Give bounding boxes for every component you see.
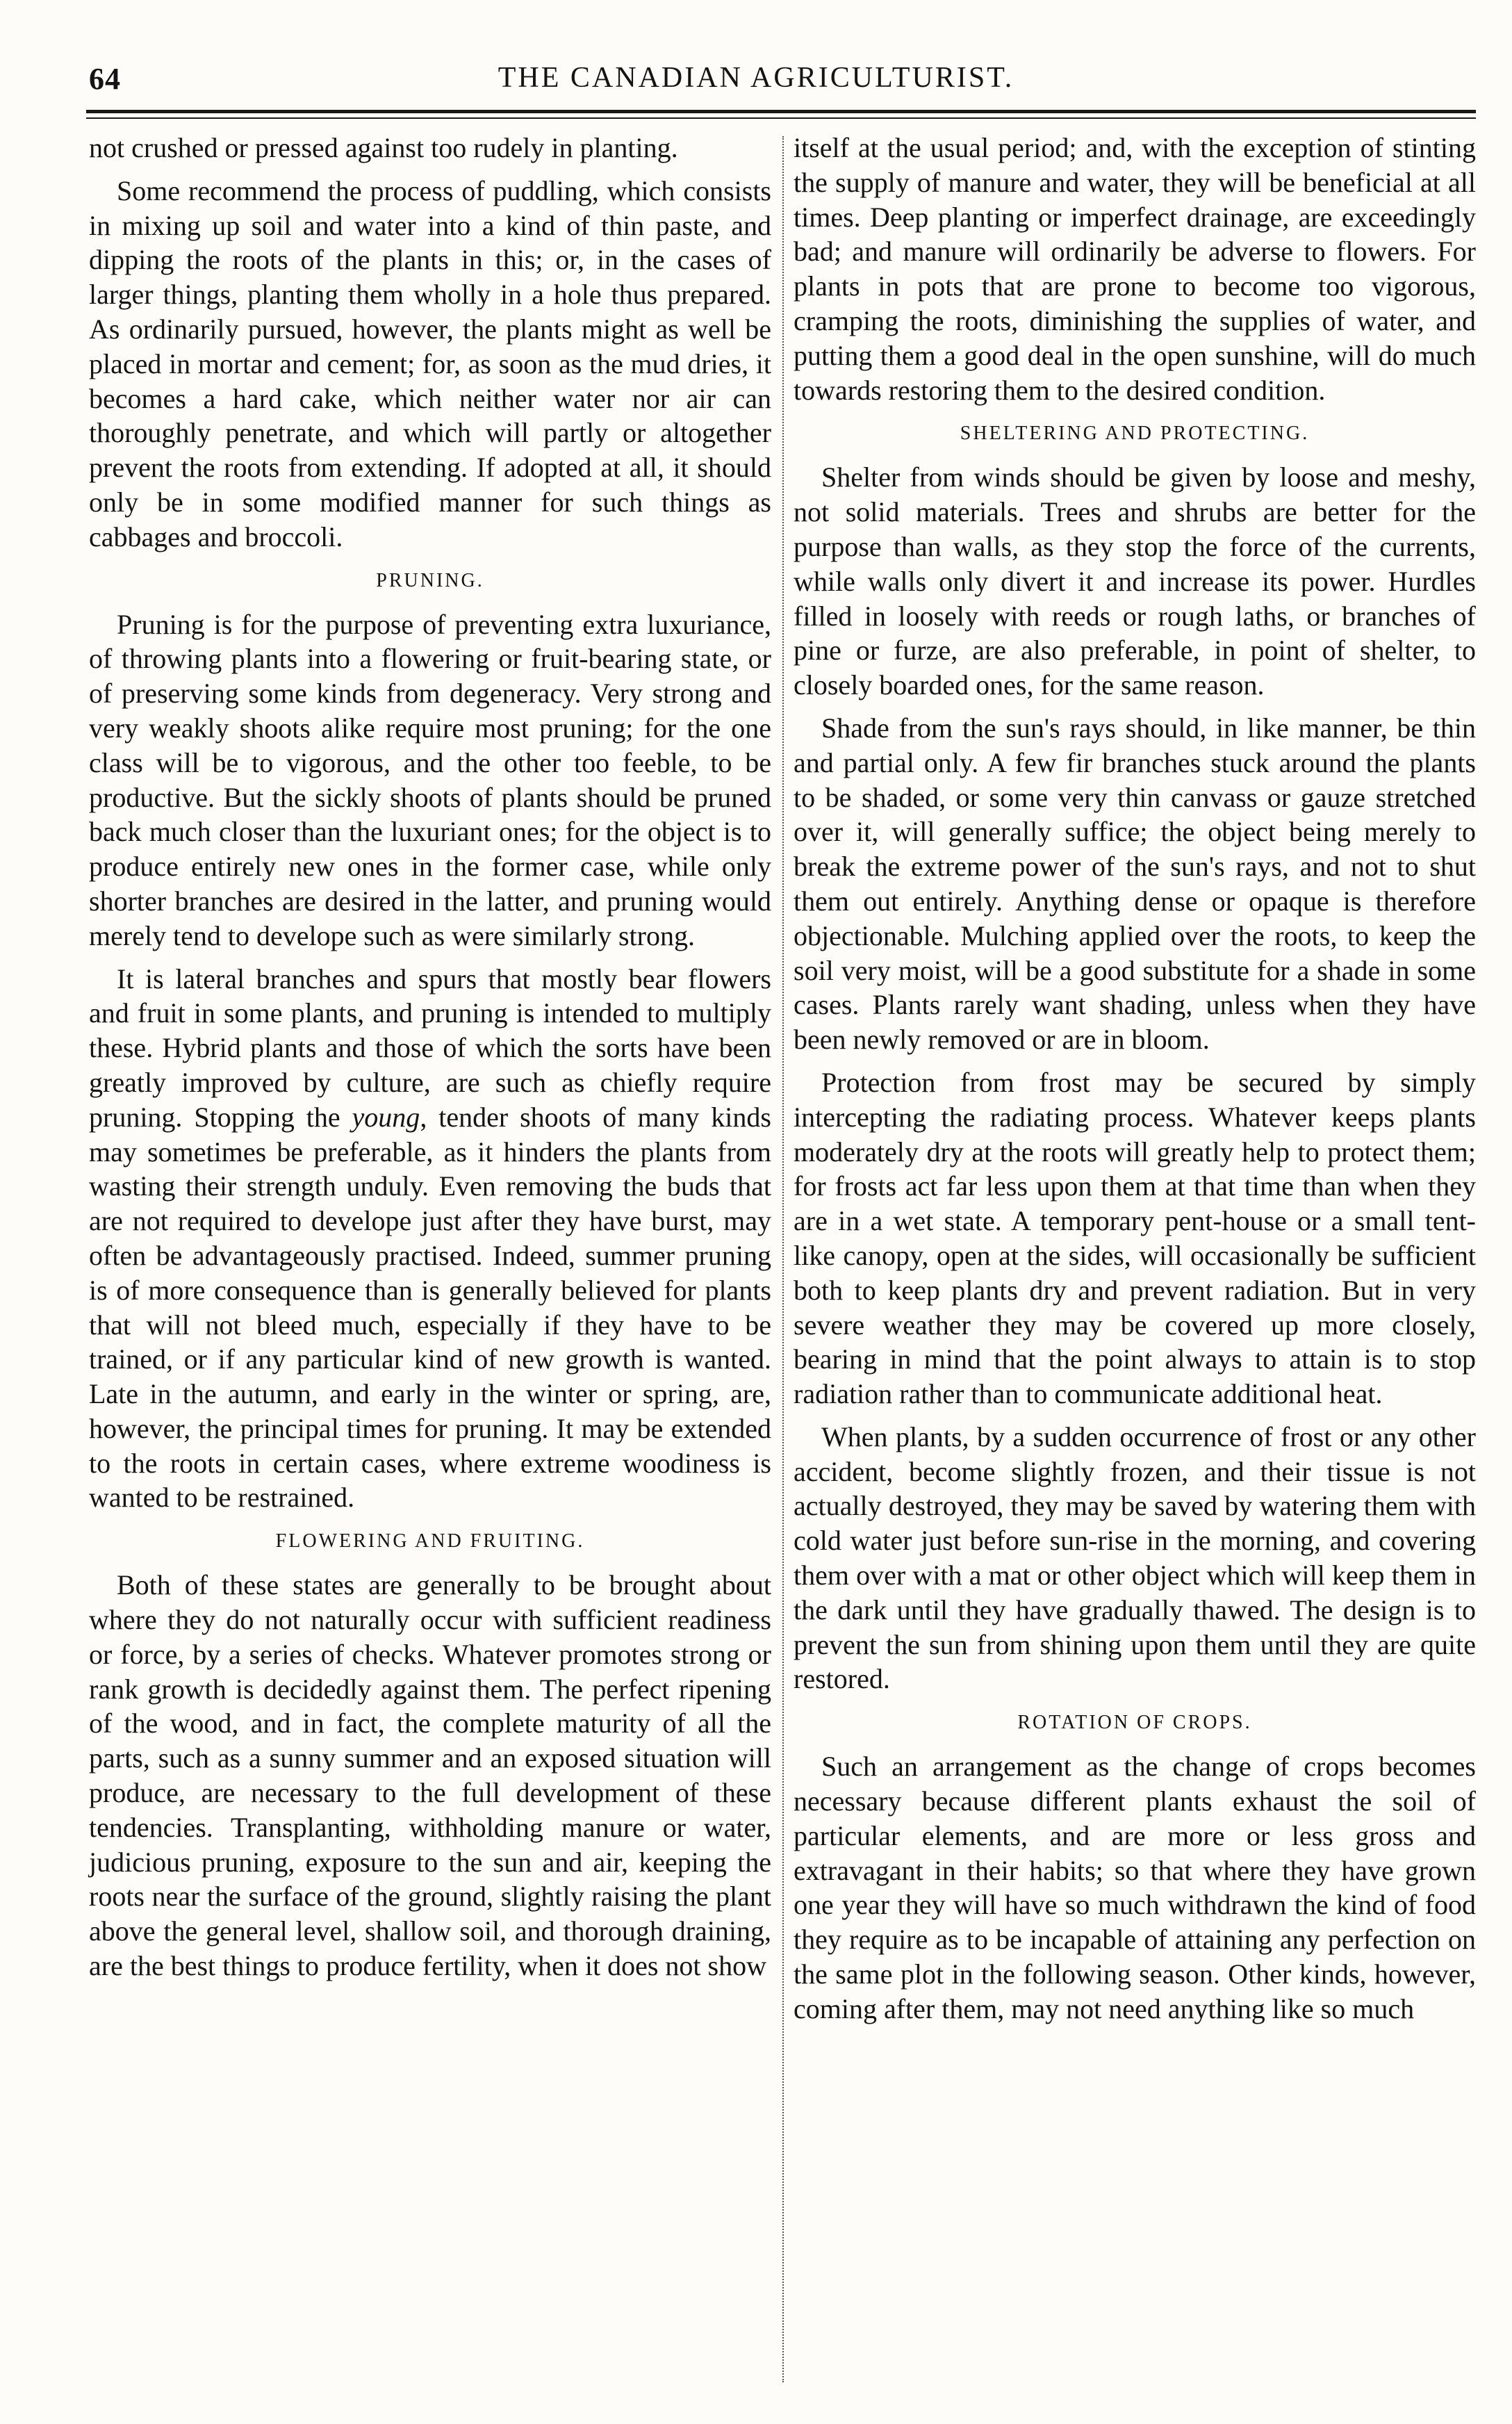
- section-heading-pruning: PRUNING.: [376, 569, 484, 591]
- section-heading-rotation: ROTATION OF CROPS.: [1017, 1712, 1252, 1734]
- section-heading-flowering: FLOWERING AND FRUITING.: [275, 1530, 585, 1553]
- paragraph: Shelter from winds should be given by loose and meshy, not solid materials. Trees and shrubs are better for the purpose than walls, as they stop the force of the currents, while walls only divert it and increase its power. Hurdles filled in loosely with reeds or rough laths, or branches of pine or furze, are also preferable, in point of shelter, to closely boarded ones, for the same reason.: [794, 461, 1476, 701]
- paragraph: Both of these states are generally to be brought about where they do not naturally occur with sufficient readiness or force, by a series of checks. Whatever promotes strong or rank growth is decidedly against them. The perfect ripening of the wood, and in fact, the complete maturity of all the parts, such as a sunny summer and an exposed situation will produce, are necessary to the full development of these tendencies. Transplanting, withholding manure or water, judicious pruning, exposure to the sun and air, keeping the roots near the surface of the ground, slightly raising the plant above the general level, shallow soil, and thorough draining, are the best things to produce fertility, when it does not show: [89, 1569, 771, 1982]
- paragraph: Protection from frost may be secured by simply intercepting the radiating process. Whatever keeps plants moderately dry at the roots will greatly help to protect them; for frosts act far less upon them at that time than when they are in a wet state. A temporary pent-house or a small tent-like canopy, open at the sides, will occasionally be sufficient both to keep plants dry and prevent radiation. But in very severe weather they may be covered up more closely, bearing in mind that the point always to attain is to stop radiation rather than to communicate additional heat.: [794, 1066, 1476, 1410]
- paragraph: itself at the usual period; and, with the exception of stinting the supply of manure and water, they will be beneficial at all times. Deep planting or imperfect drainage, are exceedingly bad; and manure will ordinarily be adverse to flowers. For plants in pots that are prone to become too vigorous, cramping the roots, diminishing the supplies of water, and putting them a good deal in the open sunshine, will do much towards restoring them to the desired condition.: [794, 132, 1476, 406]
- paragraph: Such an arrangement as the change of crops becomes necessary because different plants exhaust the soil of particular elements, and are more or less gross and extravagant in their habits; so that where they have grown one year they will have so much withdrawn the kind of food they require as to be incapable of attaining any perfection on the same plot in the following season. Other kinds, however, coming after them, may not need anything like so much: [794, 1751, 1476, 2024]
- right-column: [794, 131, 1476, 2035]
- italic-word: young: [352, 1101, 420, 1133]
- paragraph: not crushed or pressed against too rudely in planting.: [89, 132, 678, 163]
- text-run: It is lateral branches and spurs that mostly bear flowers and fruit in some plants, and pruning is intended to multiply these. Hybrid plants and those of which the sorts have been greatly improved by culture, are such as chiefly require pruning. Stopping the: [89, 963, 771, 1133]
- running-head: THE CANADIAN AGRICULTURIST.: [498, 62, 1014, 94]
- paragraph: When plants, by a sudden occurrence of frost or any other accident, become slightly frozen, and their tissue is not actually destroyed, they may be saved by watering them with cold water just before sun-rise in the morning, and covering them over with a mat or other object which will keep them in the dark until they have gradually thawed. The design is to prevent the sun from shining upon them until they are quite restored.: [794, 1420, 1476, 1695]
- paragraph: [89, 962, 771, 1516]
- page-number: 64: [89, 62, 121, 96]
- paragraph: Some recommend the process of puddling, which consists in mixing up soil and water into a kind of thin paste, and dipping the roots of the plants in this; or, in the cases of larger things, planting them wholly in a hole thus prepared. As ordinarily pursued, however, the plants might as well be placed in mortar and cement; for, as soon as the mud dries, it becomes a hard cake, which neither water nor air can thoroughly penetrate, and which will partly or altogether prevent the roots from extending. If adopted at all, it should only be in some modified manner for such things as cabbages and broccoli.: [89, 174, 771, 552]
- left-column: [89, 131, 771, 1992]
- column-divider: [782, 136, 784, 2382]
- section-heading-sheltering: SHELTERING AND PROTECTING.: [960, 423, 1310, 445]
- header-rule: [86, 110, 1476, 119]
- paragraph: Shade from the sun's rays should, in like manner, be thin and partial only. A few fir branches stuck around the plants to be shaded, or some very thin canvass or gauze stretched over it, will generally suffice; the object being merely to break the extreme power of the sun's rays, and not to shut them out entirely. Anything dense or opaque is therefore objectionable. Mulching applied over the roots, to keep the soil very moist, will be a good substitute for a shade in some cases. Plants rarely want shading, unless when they have been newly removed or are in bloom.: [794, 712, 1476, 1056]
- paragraph: Pruning is for the purpose of preventing extra luxuriance, of throwing plants into a flowering or fruit-bearing state, or of preserving some kinds from degeneracy. Very strong and very weakly shoots alike require most pruning; for the one class will be to vigorous, and the other too feeble, to be productive. But the sickly shoots of plants should be pruned back much closer than the luxuriant ones; for the object is to produce entirely new ones in the former case, while only shorter branches are desired in the latter, and pruning would merely tend to develope such as were similarly strong.: [89, 608, 771, 951]
- text-run: , tender shoots of many kinds may sometimes be preferable, as it hinders the plants from wasting their strength unduly. Even removing the buds that are not required to develope just after they have burst, may often be advantageously practised. Indeed, summer pruning is of more consequence than is generally believed for plants that will not bleed much, especially if they have to be trained, or if any particular kind of new growth is wanted. Late in the autumn, and early in the winter or spring, are, however, the principal times for pruning. It may be extended to the roots in certain cases, where extreme woodiness is wanted to be restrained.: [89, 1101, 771, 1514]
